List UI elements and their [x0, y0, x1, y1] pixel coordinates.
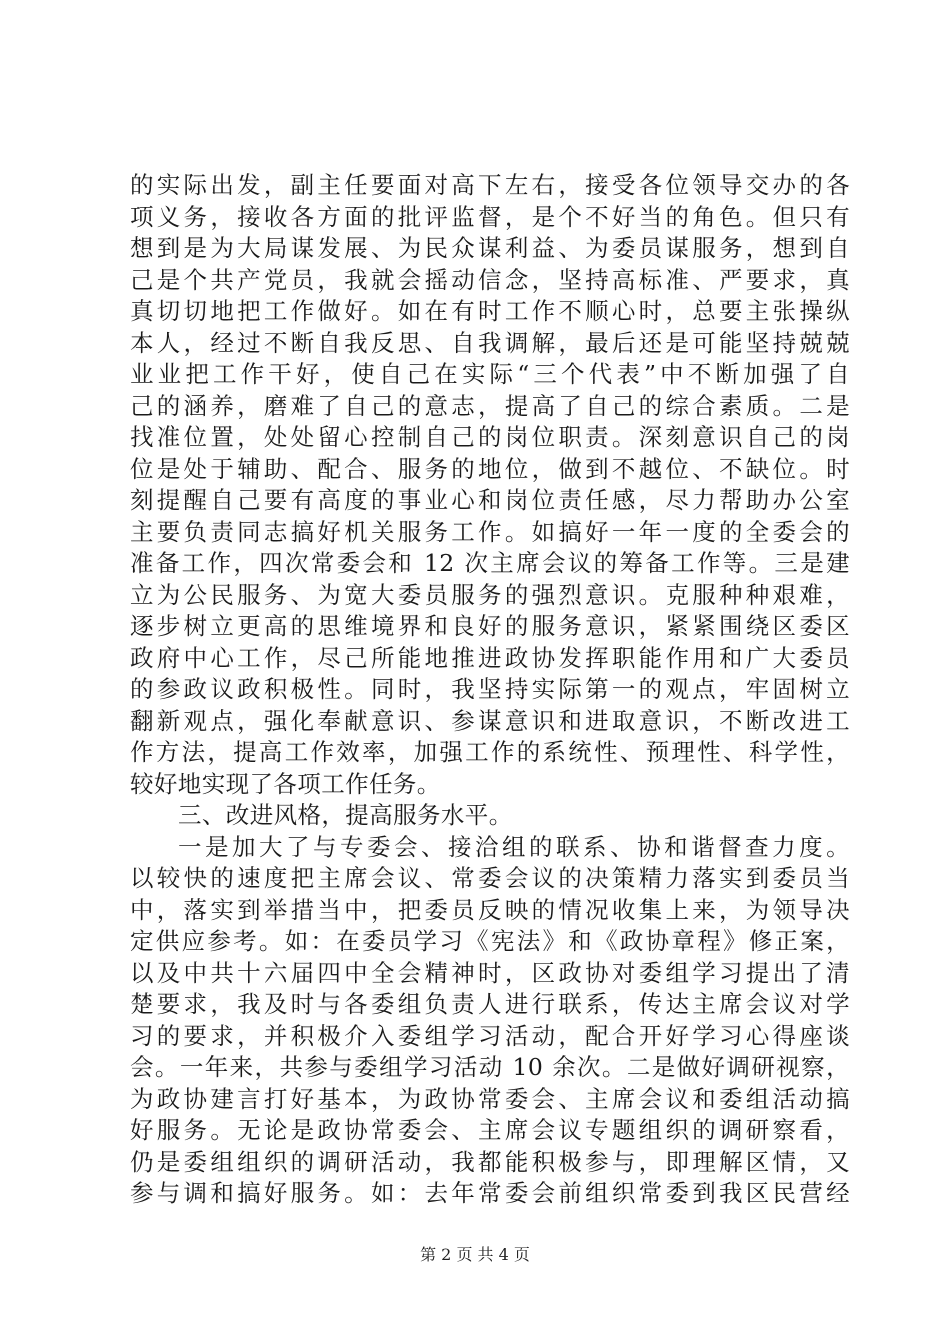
text-line: 楚要求，我及时与各委组负责人进行联系，传达主席会议对学	[130, 990, 850, 1018]
text-line: 翻新观点，强化奉献意识、参谋意识和进取意识，不断改进工	[130, 706, 850, 735]
text-line: 较好地实现了各项工作任务。	[130, 769, 441, 798]
text-line: 立为公民服务、为宽大委员服务的强烈意识。克服种种艰难，	[130, 580, 850, 609]
text-line: 习的要求，并积极介入委组学习活动，配合开好学习心得座谈	[130, 1021, 850, 1050]
text-line: 逐步树立更高的思维境界和良好的服务意识，紧紧围绕区委区	[130, 612, 850, 640]
page-footer: 第 2 页 共 4 页	[420, 1245, 530, 1264]
text-line: 项义务，接收各方面的批评监督，是个不好当的角色。但只有	[130, 202, 850, 231]
text-line: 作方法，提高工作效率，加强工作的系统性、预理性、科学性，	[130, 738, 850, 766]
text-line: 为政协建言打好基本，为政协常委会、主席会议和委组活动搞	[130, 1084, 850, 1113]
text-line: 一是加大了与专委会、接洽组的联系、协和谐督查力度。	[178, 832, 850, 861]
text-line: 准备工作，四次常委会和 12 次主席会议的筹备工作等。三是建	[130, 549, 850, 577]
text-line: 找准位置，处处留心控制自己的岗位职责。深刻意识自己的岗	[130, 423, 850, 451]
text-line: 的参政议政积极性。同时，我坚持实际第一的观点，牢固树立	[130, 675, 850, 703]
text-line: 刻提醒自己要有高度的事业心和岗位责任感，尽力帮助办公室	[130, 486, 850, 514]
text-line: 主要负责同志搞好机关服务工作。如搞好一年一度的全委会的	[130, 517, 850, 546]
text-line: 的实际出发，副主任要面对高下左右，接受各位领导交办的各	[130, 171, 850, 199]
text-line: 三、改进风格，提高服务水平。	[178, 801, 513, 829]
text-line: 中，落实到举措当中，把委员反映的情况收集上来，为领导决	[130, 895, 850, 924]
text-line: 政府中心工作，尽己所能地推进政协发挥职能作用和广大委员	[130, 643, 850, 672]
text-line: 业业把工作干好，使自己在实际“三个代表”中不断加强了自	[130, 360, 850, 388]
text-line: 想到是为大局谋发展、为民众谋利益、为委员谋服务，想到自	[130, 234, 850, 262]
body-text	[130, 170, 850, 1210]
text-line: 参与调和搞好服务。如：去年常委会前组织常委到我区民营经	[130, 1179, 850, 1207]
text-line: 真切切地把工作做好。如在有时工作不顺心时，总要主张操纵	[130, 297, 850, 325]
text-line: 以及中共十六届四中全会精神时，区政协对委组学习提出了清	[130, 958, 850, 987]
text-line: 以较快的速度把主席会议、常委会议的决策精力落实到委员当	[130, 864, 850, 892]
text-line: 好服务。无论是政协常委会、主席会议专题组织的调研察看，	[130, 1116, 850, 1144]
text-line: 本人，经过不断自我反思、自我调解，最后还是可能坚持兢兢	[130, 328, 850, 357]
text-line: 定供应参考。如：在委员学习《宪法》和《政协章程》修正案，	[130, 927, 850, 955]
text-line: 己是个共产党员，我就会摇动信念，坚持高标准、严要求，真	[130, 265, 850, 294]
text-line: 位是处于辅助、配合、服务的地位，做到不越位、不缺位。时	[130, 454, 850, 483]
text-line: 仍是委组组织的调研活动，我都能积极参与，即理解区情，又	[130, 1147, 850, 1176]
text-line: 会。一年来，共参与委组学习活动 10 余次。二是做好调研视察，	[130, 1053, 850, 1081]
text-line: 己的涵养，磨难了自己的意志，提高了自己的综合素质。二是	[130, 391, 850, 420]
